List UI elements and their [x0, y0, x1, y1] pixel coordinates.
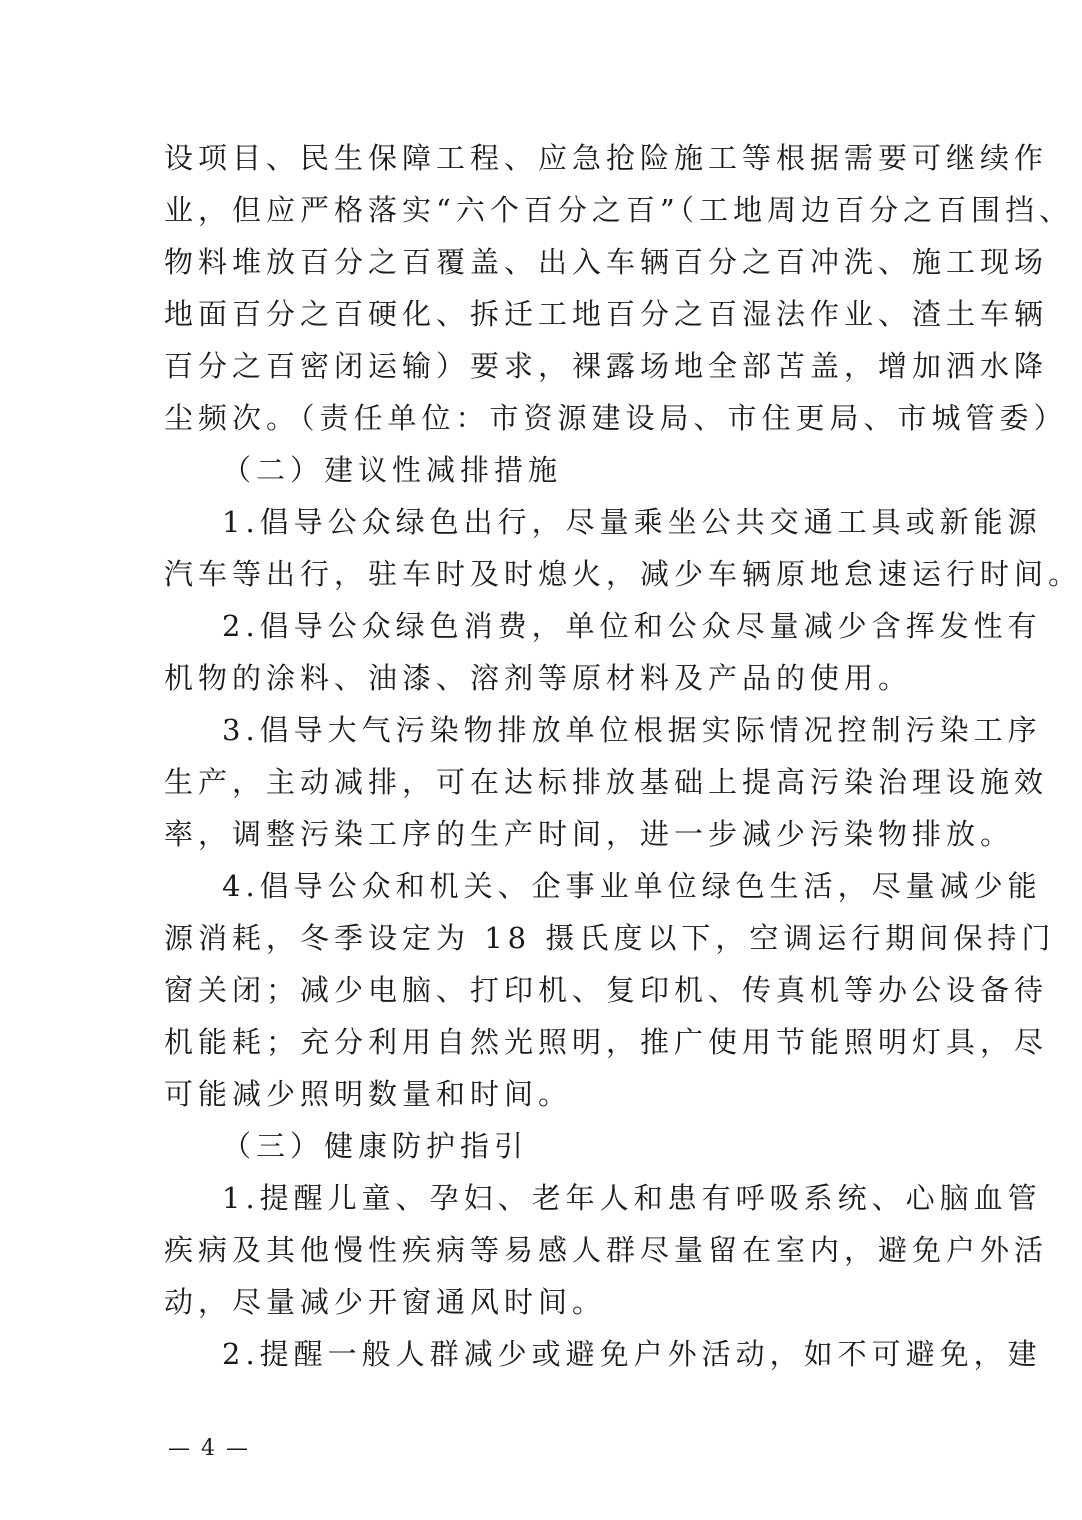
- page-number: — 4 —: [168, 1436, 250, 1461]
- text-line: 机能耗；充分利用自然光照明，推广使用节能照明灯具，尽: [164, 1025, 1049, 1059]
- text-line: 汽车等出行，驻车时及时熄火，减少车辆原地怠速运行时间。: [164, 557, 1082, 591]
- text-line: 百分之百密闭运输）要求，裸露场地全部苫盖，增加洒水降: [164, 349, 1049, 383]
- section-heading: （二）建议性减排措施: [222, 453, 563, 487]
- text-line: 4.倡导公众和机关、企事业单位绿色生活，尽量减少能: [222, 869, 1042, 903]
- text-line: 2.倡导公众绿色消费，单位和公众尽量减少含挥发性有: [222, 609, 1042, 643]
- text-line: 3.倡导大气污染物排放单位根据实际情况控制污染工序: [222, 713, 1042, 747]
- text-line: 可能减少照明数量和时间。: [164, 1077, 573, 1111]
- text-line: 生产，主动减排，可在达标排放基础上提高污染治理设施效: [164, 765, 1049, 799]
- text-line: 物料堆放百分之百覆盖、出入车辆百分之百冲洗、施工现场: [164, 245, 1049, 279]
- text-line: 2.提醒一般人群减少或避免户外活动，如不可避免，建: [222, 1337, 1042, 1371]
- text-line: 设项目、民生保障工程、应急抢险施工等根据需要可继续作: [164, 141, 1049, 175]
- text-line: 窗关闭；减少电脑、打印机、复印机、传真机等办公设备待: [164, 973, 1049, 1007]
- text-line: 动，尽量减少开窗通风时间。: [164, 1285, 607, 1319]
- text-line: 源消耗，冬季设定为 18 摄氏度以下，空调运行期间保持门: [164, 921, 1056, 955]
- document-body: [164, 132, 1082, 1380]
- text-line: 业，但应严格落实“六个百分之百”（工地周边百分之百围挡、: [164, 193, 1074, 227]
- text-line: 地面百分之百硬化、拆迁工地百分之百湿法作业、渣土车辆: [164, 297, 1049, 331]
- text-line: 1.倡导公众绿色出行，尽量乘坐公共交通工具或新能源: [222, 505, 1042, 539]
- text-line: 疾病及其他慢性疾病等易感人群尽量留在室内，避免户外活: [164, 1233, 1049, 1267]
- text-line: 尘频次。（责任单位：市资源建设局、市住更局、市城管委）: [164, 401, 1068, 435]
- text-line: 机物的涂料、油漆、溶剂等原材料及产品的使用。: [164, 661, 913, 695]
- section-heading: （三）健康防护指引: [222, 1129, 529, 1163]
- text-line: 1.提醒儿童、孕妇、老年人和患有呼吸系统、心脑血管: [222, 1181, 1042, 1215]
- text-line: 率，调整污染工序的生产时间，进一步减少污染物排放。: [164, 817, 1015, 851]
